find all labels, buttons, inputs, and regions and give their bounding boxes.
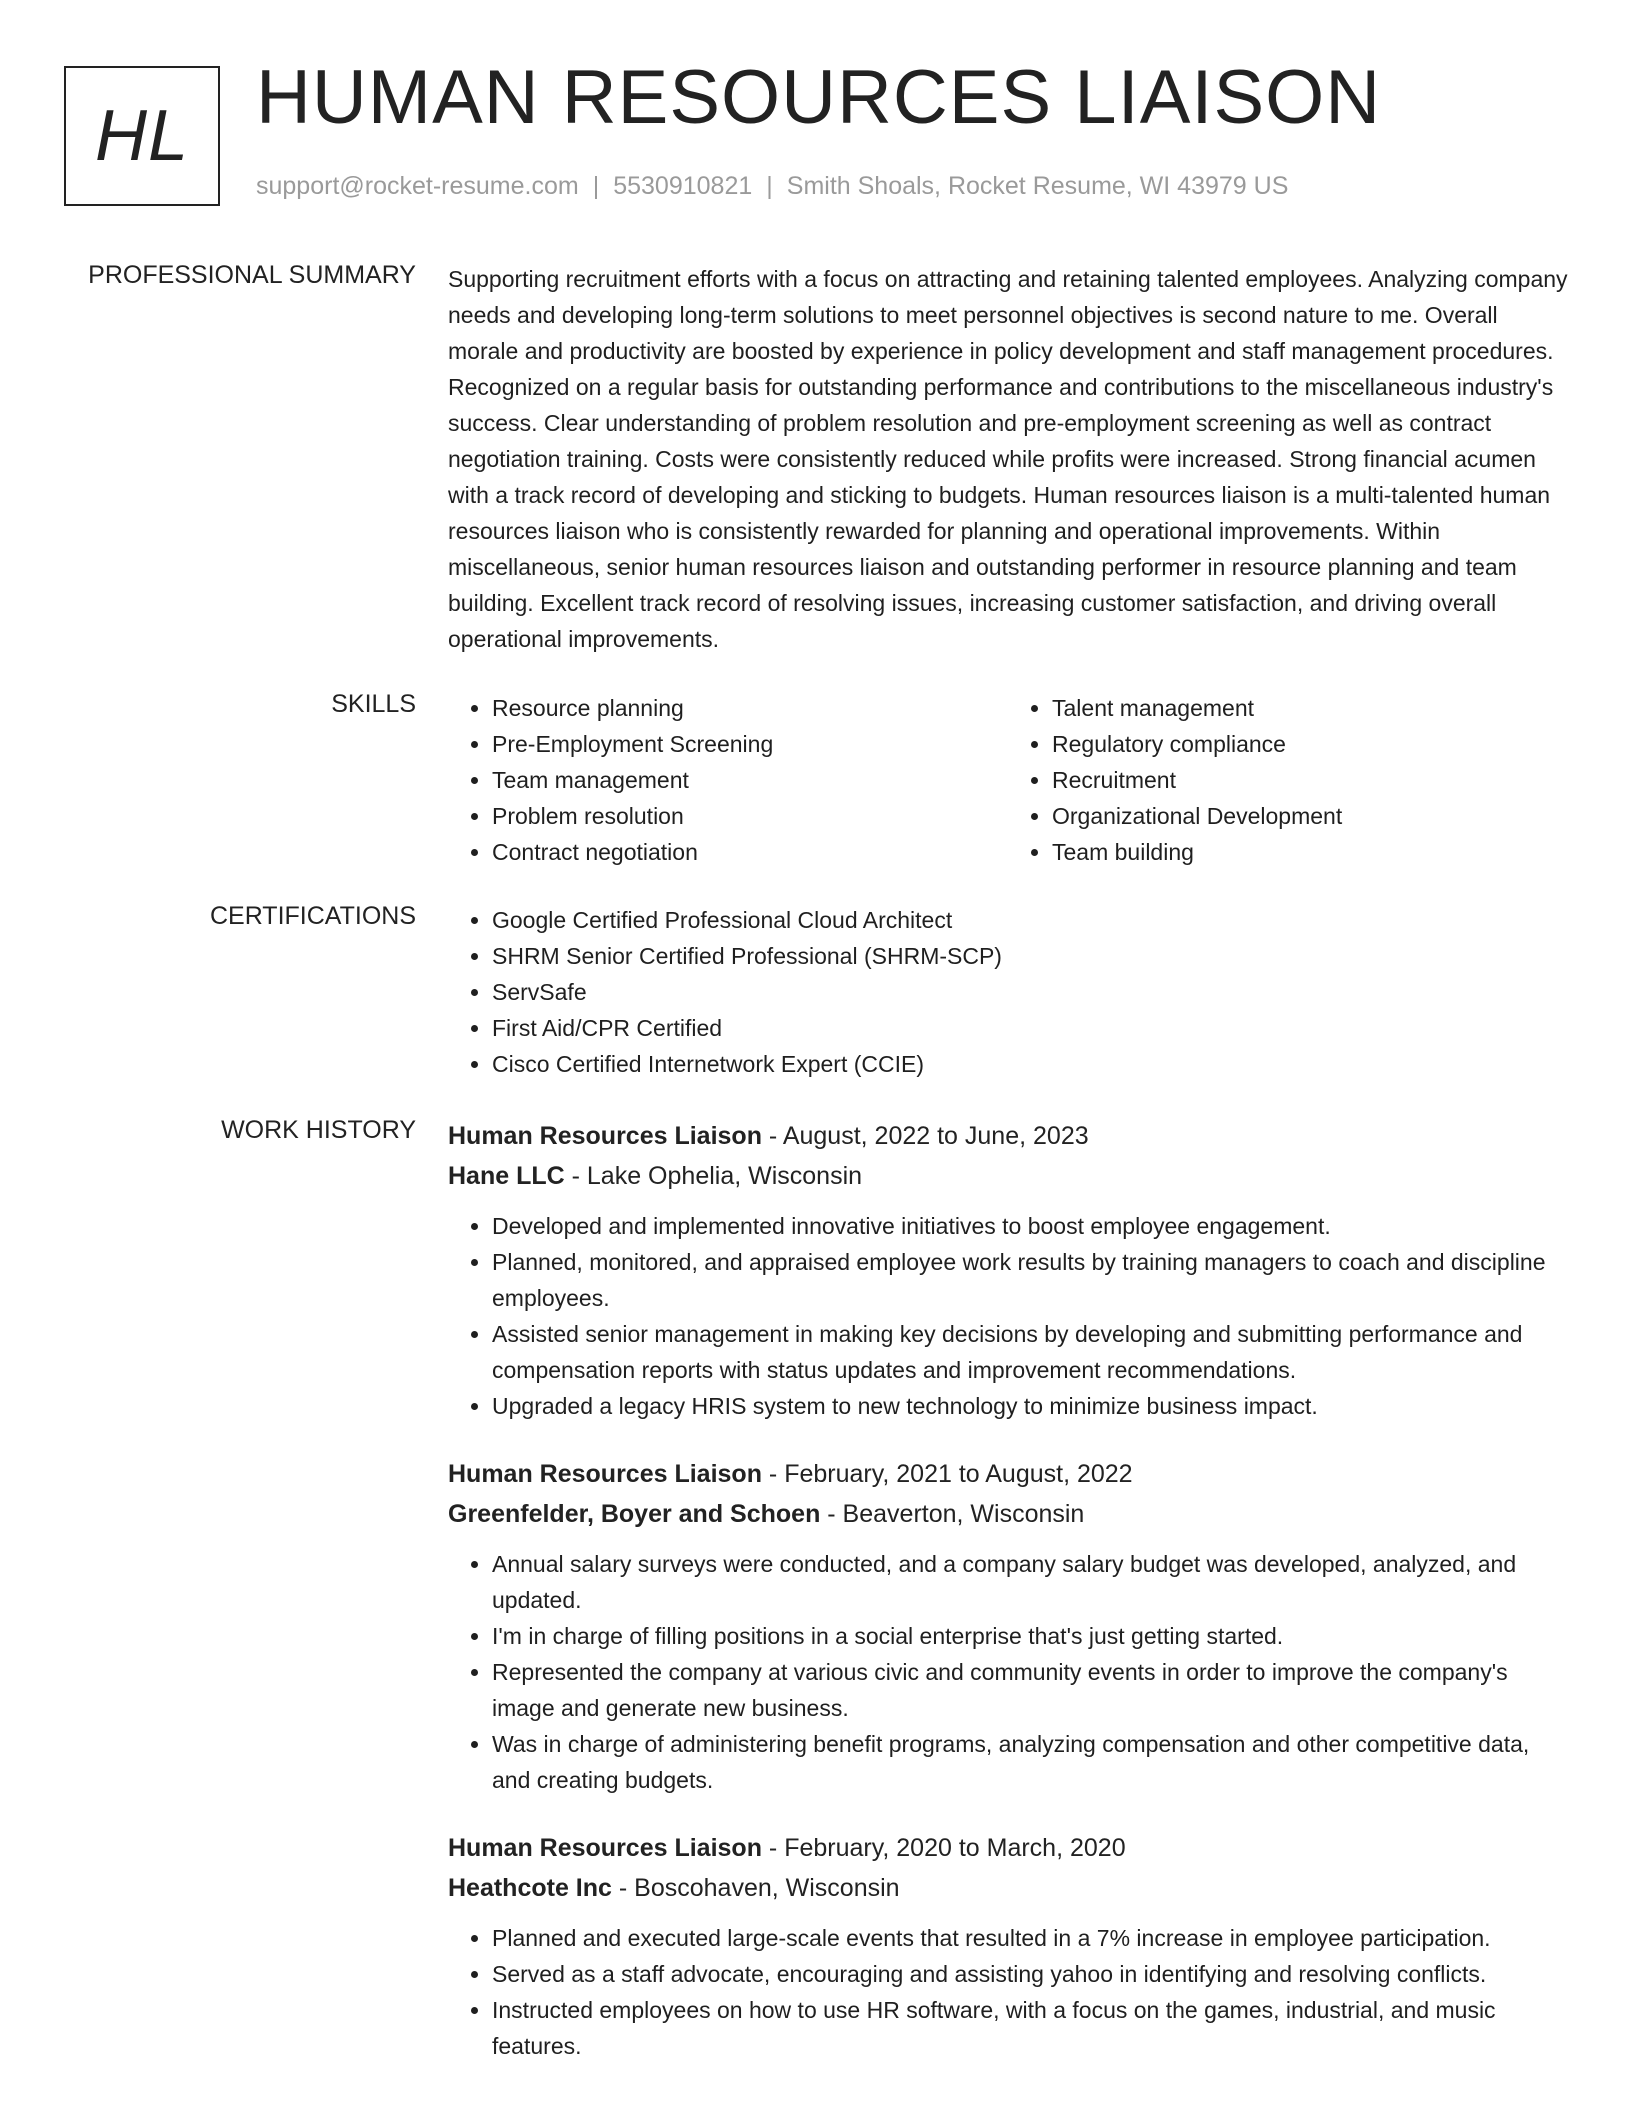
summary-text: Supporting recruitment efforts with a focus on attracting and retaining talented employees. Analyzing company needs and developing long-term solutions to meet personnel objectives is second nature to me. Overall morale and productivity are boosted by experience in policy development and staff management procedures. Recognized on a regular basis for outstanding performance and contributions to the miscellaneous industry's success. Clear understanding of problem resolution and pre-employment screening as well as contract negotiation training. Costs were consistently reduced while profits were increased. Strong financial acumen with a track record of developing and sticking to budgets. Human resources liaison is a multi-talented human resources liaison who is consistently rewarded for planning and operational improvements. Within miscellaneous, senior human resources liaison and outstanding performer in resource planning and team building. Excellent track record of resolving issues, increasing customer satisfaction, and driving overall operational improvements.	[448, 266, 1568, 652]
job-location: - Lake Ophelia, Wisconsin	[564, 1162, 863, 1190]
job-bullet: • Planned and executed large-scale events that resulted in a 7% increase in employee participation.	[492, 1920, 1568, 1956]
skills-body	[448, 690, 1568, 870]
section-title-skills: SKILLS	[331, 690, 416, 718]
skill-item: • Talent management	[1052, 690, 1568, 726]
certifications-list	[448, 902, 1568, 1082]
job-entry	[448, 1828, 1568, 2064]
job-company: Hane LLC	[448, 1162, 565, 1190]
skill-item: • Recruitment	[1052, 762, 1568, 798]
contact-line	[256, 172, 1288, 201]
job-bullet: • I'm in charge of filling positions in a social enterprise that's just getting started.	[492, 1618, 1568, 1654]
contact-address: Smith Shoals, Rocket Resume, WI 43979 US	[786, 172, 1289, 200]
job-bullet: • Developed and implemented innovative initiatives to boost employee engagement.	[492, 1208, 1568, 1244]
skill-item: • Resource planning	[492, 690, 1008, 726]
monogram-initials: HL	[94, 96, 190, 176]
job-company-line	[448, 1156, 1568, 1196]
job-bullet: • Was in charge of administering benefit programs, analyzing compensation and other competitive data, and creating budgets.	[492, 1726, 1568, 1798]
contact-phone[interactable]: 5530910821	[613, 172, 753, 200]
job-company-line	[448, 1494, 1568, 1534]
certification-item: • SHRM Senior Certified Professional (SHRM-SCP)	[492, 938, 1568, 974]
job-bullet: • Represented the company at various civic and community events in order to improve the company's image and generate new business.	[492, 1654, 1568, 1726]
job-bullet: • Assisted senior management in making key decisions by developing and submitting performance and compensation reports with status updates and improvement recommendations.	[492, 1316, 1568, 1388]
job-location: - Beaverton, Wisconsin	[820, 1500, 1085, 1528]
job-entry	[448, 1116, 1568, 1424]
summary-body	[448, 261, 1568, 657]
contact-separator: |	[766, 172, 773, 200]
certification-item: • First Aid/CPR Certified	[492, 1010, 1568, 1046]
certifications-body	[448, 902, 1568, 1082]
contact-separator: |	[592, 172, 600, 200]
skill-item: • Team management	[492, 762, 1008, 798]
skill-item: • Contract negotiation	[492, 834, 1008, 870]
skill-item: • Pre-Employment Screening	[492, 726, 1008, 762]
job-company-line	[448, 1868, 1568, 1908]
job-title-line	[448, 1828, 1568, 1868]
job-dates: - February, 2021 to August, 2022	[761, 1460, 1133, 1488]
section-title-work-history: WORK HISTORY	[221, 1116, 416, 1144]
skill-item: • Team building	[1052, 834, 1568, 870]
job-dates: - February, 2020 to March, 2020	[761, 1834, 1126, 1862]
certification-item: • ServSafe	[492, 974, 1568, 1010]
job-title-line	[448, 1454, 1568, 1494]
job-title-line	[448, 1116, 1568, 1156]
job-dates: - August, 2022 to June, 2023	[761, 1122, 1089, 1150]
job-bullet: • Planned, monitored, and appraised employee work results by training managers to coach and discipline employees.	[492, 1244, 1568, 1316]
job-company: Heathcote Inc	[448, 1874, 612, 1902]
job-bullets	[448, 1208, 1568, 1424]
job-role: Human Resources Liaison	[448, 1460, 762, 1488]
skills-list-left	[448, 690, 1008, 870]
resume-name: HUMAN RESOURCES LIAISON	[256, 55, 1382, 140]
job-bullet: • Instructed employees on how to use HR software, with a focus on the games, industrial, and music features.	[492, 1992, 1568, 2064]
job-role: Human Resources Liaison	[448, 1122, 762, 1150]
job-bullets	[448, 1920, 1568, 2064]
job-bullet: • Annual salary surveys were conducted, and a company salary budget was developed, analyzed, and updated.	[492, 1546, 1568, 1618]
work-history-body	[448, 1116, 1568, 2094]
job-company: Greenfelder, Boyer and Schoen	[448, 1500, 821, 1528]
monogram-box	[64, 66, 220, 206]
skill-item: • Organizational Development	[1052, 798, 1568, 834]
certification-item: • Cisco Certified Internetwork Expert (CCIE)	[492, 1046, 1568, 1082]
certification-item: • Google Certified Professional Cloud Architect	[492, 902, 1568, 938]
job-bullet: • Served as a staff advocate, encouraging and assisting yahoo in identifying and resolving conflicts.	[492, 1956, 1568, 1992]
job-entry	[448, 1454, 1568, 1798]
skill-item: • Regulatory compliance	[1052, 726, 1568, 762]
job-role: Human Resources Liaison	[448, 1834, 762, 1862]
section-title-certifications: CERTIFICATIONS	[209, 902, 416, 930]
job-bullet: • Upgraded a legacy HRIS system to new technology to minimize business impact.	[492, 1388, 1568, 1424]
job-bullets	[448, 1546, 1568, 1798]
contact-email[interactable]: support@rocket-resume.com	[256, 172, 579, 200]
job-location: - Boscohaven, Wisconsin	[611, 1874, 900, 1902]
skills-list-right	[1008, 690, 1568, 870]
section-title-summary: PROFESSIONAL SUMMARY	[88, 261, 416, 289]
skill-item: • Problem resolution	[492, 798, 1008, 834]
